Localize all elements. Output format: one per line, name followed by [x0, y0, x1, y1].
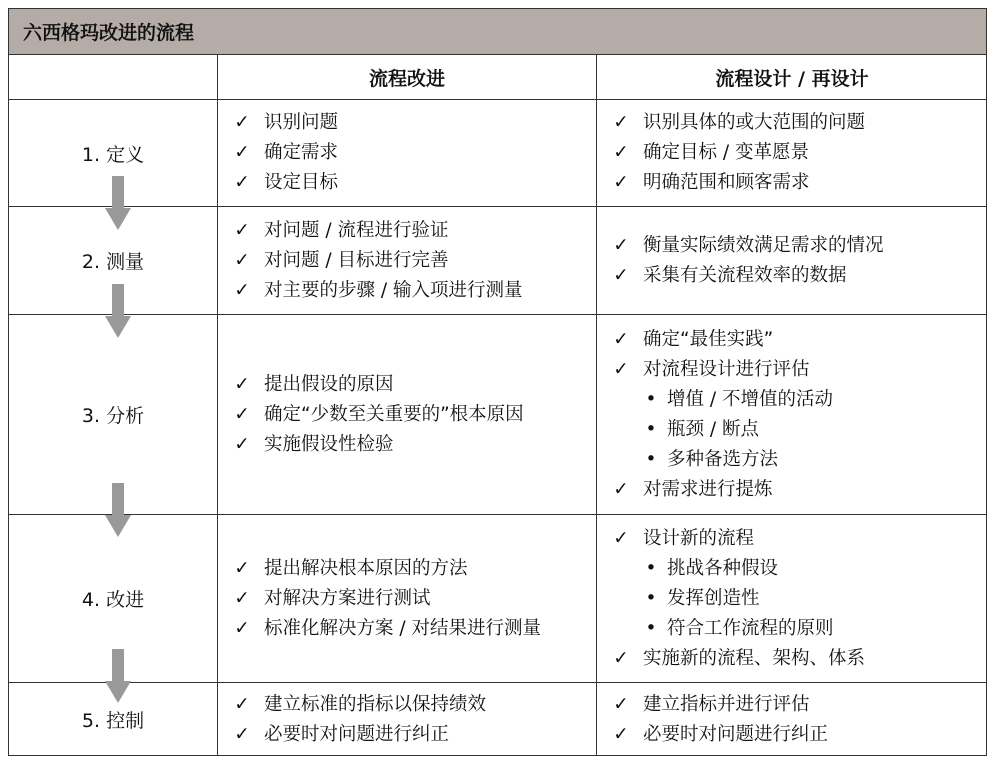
item-text: 瓶颈 / 断点	[667, 418, 759, 440]
item-text: 对解决方案进行测试	[264, 587, 431, 609]
checkmark-icon: ✓	[613, 723, 629, 745]
item-text: 提出解决根本原因的方法	[264, 557, 468, 579]
checkmark-icon: ✓	[234, 723, 250, 745]
item-text: 建立标准的指标以保持绩效	[264, 693, 487, 715]
checklist-item	[232, 430, 588, 460]
checklist-item	[232, 400, 588, 430]
checklist-item	[611, 524, 979, 554]
item-text: 多种备选方法	[667, 448, 779, 470]
checkmark-icon: ✓	[234, 587, 250, 609]
checkmark-icon: ✓	[234, 172, 250, 193]
checkmark-icon: ✓	[613, 264, 629, 286]
item-text: 确定“最佳实践”	[643, 328, 774, 350]
checkmark-icon: ✓	[234, 617, 250, 639]
item-text: 实施假设性检验	[264, 433, 394, 455]
item-text: 符合工作流程的原则	[667, 617, 834, 639]
checklist-item	[611, 168, 979, 198]
measure-redesign-cell	[597, 207, 987, 314]
item-text: 衡量实际绩效满足需求的情况	[643, 234, 884, 256]
column-header-process-redesign: 流程设计 / 再设计	[715, 67, 869, 90]
item-text: 确定需求	[264, 142, 339, 163]
item-text: 建立指标并进行评估	[643, 693, 810, 715]
checklist-item	[611, 138, 979, 168]
checkmark-icon: ✓	[613, 358, 629, 380]
analyze-improvement-cell	[218, 315, 596, 514]
checklist-item	[611, 355, 979, 385]
item-text: 提出假设的原因	[264, 373, 394, 395]
item-text: 识别具体的或大范围的问题	[643, 112, 866, 133]
define-redesign-cell	[597, 100, 987, 206]
item-text: 挑战各种假设	[667, 557, 779, 579]
sub-bullet-item	[611, 415, 979, 445]
checklist-item	[232, 554, 588, 584]
item-text: 采集有关流程效率的数据	[643, 264, 847, 286]
item-text: 对问题 / 流程进行验证	[264, 219, 449, 241]
checklist-item	[232, 614, 588, 644]
down-arrow-icon	[105, 176, 131, 230]
checklist-item	[232, 690, 588, 720]
item-text: 对问题 / 目标进行完善	[264, 249, 449, 271]
checklist-item	[232, 720, 588, 750]
checkmark-icon: ✓	[234, 557, 250, 579]
phase-improve: 4. 改进	[81, 589, 145, 611]
checklist-item	[232, 584, 588, 614]
bullet-icon: •	[645, 418, 657, 440]
sub-bullet-item	[611, 445, 979, 475]
item-text: 增值 / 不增值的活动	[667, 388, 833, 410]
checkmark-icon: ✓	[234, 433, 250, 455]
checkmark-icon: ✓	[613, 234, 629, 256]
bullet-icon: •	[645, 557, 657, 579]
checkmark-icon: ✓	[613, 328, 629, 350]
checklist-item	[611, 690, 979, 720]
checkmark-icon: ✓	[613, 172, 629, 193]
item-text: 确定“少数至关重要的”根本原因	[264, 403, 524, 425]
item-text: 必要时对问题进行纠正	[264, 723, 450, 745]
checkmark-icon: ✓	[234, 112, 250, 133]
item-text: 发挥创造性	[667, 587, 760, 609]
sub-bullet-item	[611, 614, 979, 644]
bullet-icon: •	[645, 448, 657, 470]
analyze-redesign-cell	[597, 315, 987, 514]
define-improvement-cell	[218, 100, 596, 206]
checklist-item	[232, 216, 588, 246]
bullet-icon: •	[645, 617, 657, 639]
item-text: 明确范围和顾客需求	[643, 172, 810, 193]
phase-control: 5. 控制	[81, 710, 145, 732]
bullet-icon: •	[645, 587, 657, 609]
checklist-item	[232, 276, 588, 306]
improve-improvement-cell	[218, 515, 596, 682]
six-sigma-process-table	[8, 8, 987, 756]
checklist-item	[611, 325, 979, 355]
item-text: 实施新的流程、架构、体系	[643, 647, 866, 669]
checkmark-icon: ✓	[613, 527, 629, 549]
checkmark-icon: ✓	[234, 279, 250, 301]
sub-bullet-item	[611, 584, 979, 614]
checkmark-icon: ✓	[234, 403, 250, 425]
item-text: 对流程设计进行评估	[643, 358, 810, 380]
bullet-icon: •	[645, 388, 657, 410]
phase-define: 1. 定义	[81, 143, 145, 166]
item-text: 必要时对问题进行纠正	[643, 723, 829, 745]
checklist-item	[611, 720, 979, 750]
checkmark-icon: ✓	[613, 478, 629, 500]
improve-redesign-cell	[597, 515, 987, 682]
checklist-item	[611, 231, 979, 261]
control-redesign-cell	[597, 683, 987, 756]
sub-bullet-item	[611, 385, 979, 415]
table-title: 六西格玛改进的流程	[9, 9, 986, 55]
checklist-item	[232, 246, 588, 276]
phase-analyze: 3. 分析	[81, 405, 145, 427]
measure-improvement-cell	[218, 207, 596, 314]
sub-bullet-item	[611, 554, 979, 584]
checklist-item	[232, 168, 588, 198]
checklist-item	[611, 108, 979, 138]
item-text: 对主要的步骤 / 输入项进行测量	[264, 279, 523, 301]
item-text: 设计新的流程	[643, 527, 755, 549]
checklist-item	[232, 370, 588, 400]
checkmark-icon: ✓	[234, 219, 250, 241]
checkmark-icon: ✓	[613, 647, 629, 669]
checkmark-icon: ✓	[234, 373, 250, 395]
checklist-item	[611, 261, 979, 291]
checklist-item	[611, 475, 979, 505]
item-text: 对需求进行提炼	[643, 478, 773, 500]
down-arrow-icon	[105, 483, 131, 537]
phase-measure: 2. 测量	[81, 251, 145, 273]
checkmark-icon: ✓	[234, 249, 250, 271]
checkmark-icon: ✓	[234, 693, 250, 715]
checklist-item	[232, 108, 588, 138]
item-text: 识别问题	[264, 112, 339, 133]
checklist-item	[611, 644, 979, 674]
column-header-process-improvement: 流程改进	[368, 67, 445, 90]
down-arrow-icon	[105, 284, 131, 338]
checklist-item	[232, 138, 588, 168]
checkmark-icon: ✓	[613, 112, 629, 133]
checkmark-icon: ✓	[613, 142, 629, 163]
item-text: 确定目标 / 变革愿景	[643, 142, 809, 163]
item-text: 标准化解决方案 / 对结果进行测量	[264, 617, 541, 639]
control-improvement-cell	[218, 683, 596, 756]
down-arrow-icon	[105, 649, 131, 703]
item-text: 设定目标	[264, 172, 339, 193]
checkmark-icon: ✓	[234, 142, 250, 163]
checkmark-icon: ✓	[613, 693, 629, 715]
